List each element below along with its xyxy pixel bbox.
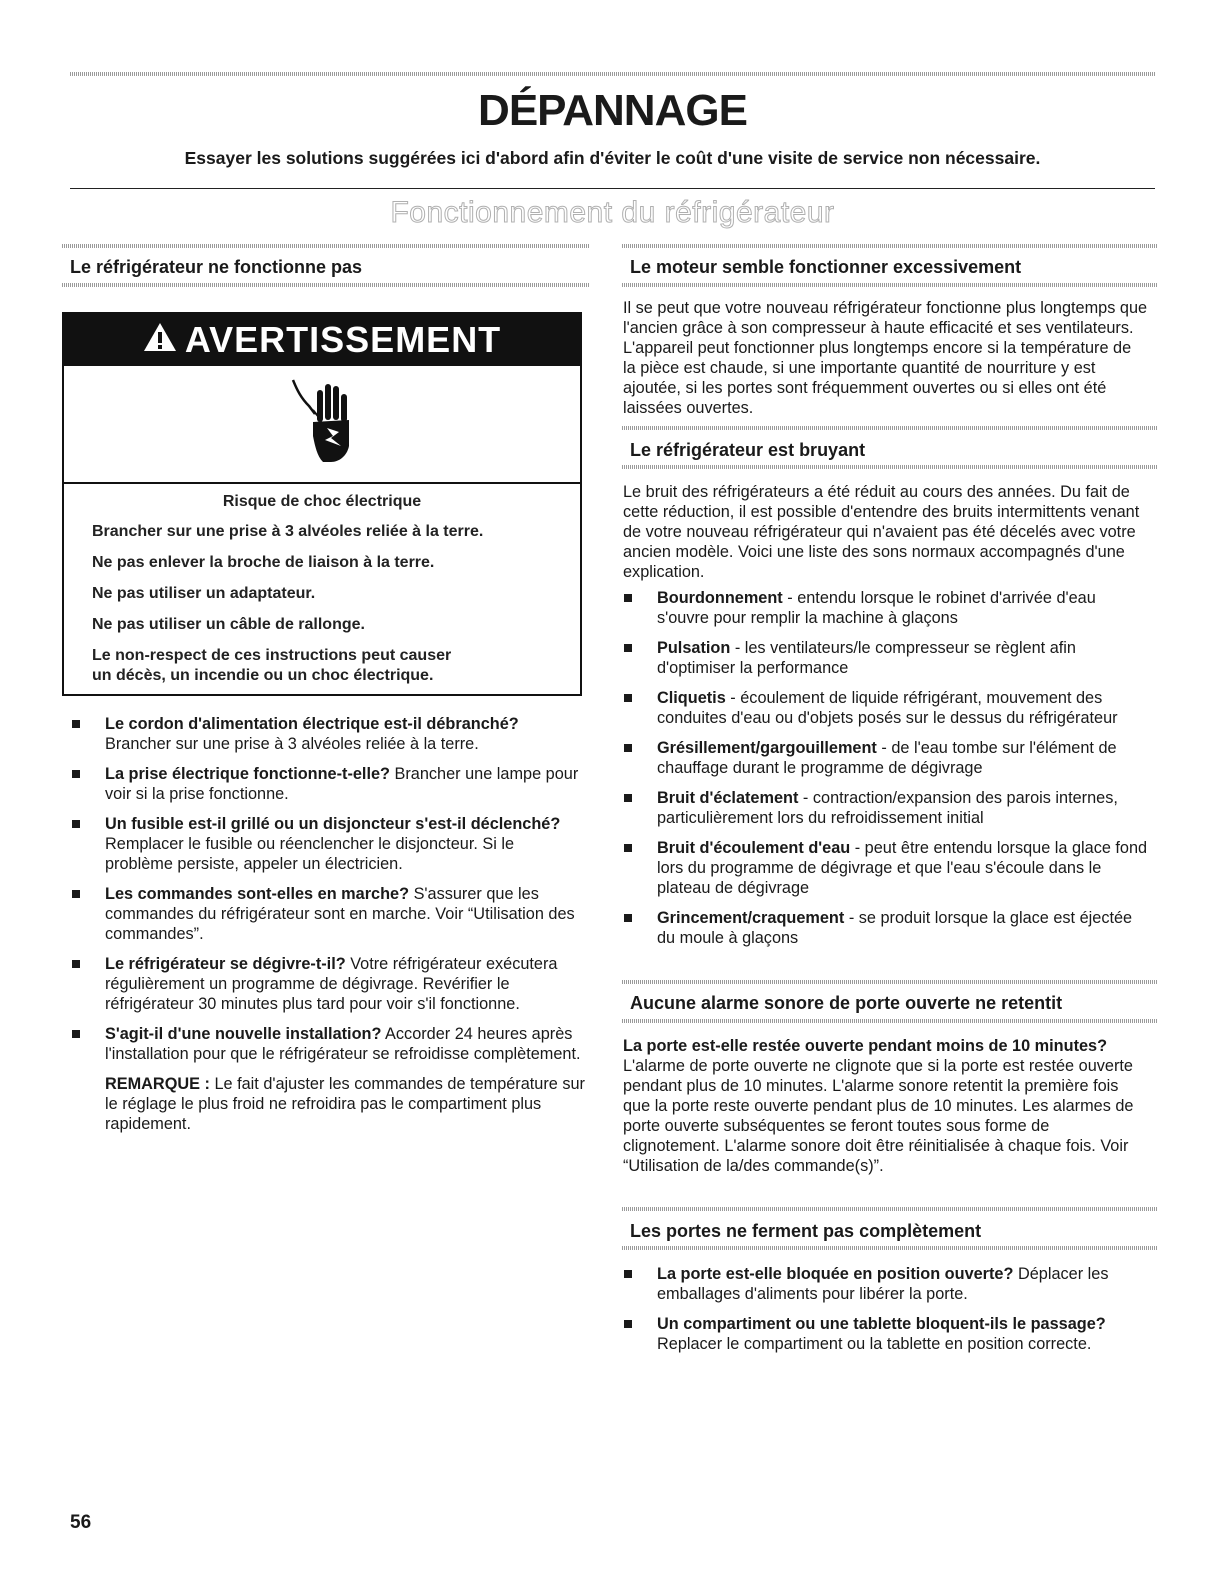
warning-line-ground: Ne pas enlever la broche de liaison à la terre. [92,554,435,571]
header-divider [70,188,1155,189]
list-item: Bourdonnement - entendu lorsque le robinet d'arrivée d'eau s'ouvre pour remplir la machine à glaçons [622,588,1150,628]
list-item: Un fusible est-il grillé ou un disjoncteur s'est-il déclenché? Remplacer le fusible ou réenclencher le disjoncteur. Si le problème persiste, appeler un électricien. [70,814,585,874]
noisy-bottom-rule [622,465,1157,469]
alarm-heading: Aucune alarme sonore de porte ouverte ne retentit [630,993,1063,1013]
list-item: La porte est-elle bloquée en position ouverte? Déplacer les emballages d'aliments pour libérer la porte. [622,1264,1150,1304]
page-number: 56 [70,1512,92,1533]
list-item: Grincement/craquement - se produit lorsque la glace est éjectée du moule à glaçons [622,908,1150,948]
list-item: Grésillement/gargouillement - de l'eau tombe sur l'élément de chauffage durant le programme de dégivrage [622,738,1150,778]
left-heading: Le réfrigérateur ne fonctionne pas [70,257,363,277]
warning-line-extension: Ne pas utiliser un câble de rallonge. [92,616,365,633]
alarm-paragraph: La porte est-elle restée ouverte pendant moins de 10 minutes? L'alarme de porte ouverte ne clignote que si la porte est restée ouverte pendant plus de 10 minutes. L'alarme sonore retentit la première fois que la porte reste ouverte pendant plus de 10 minutes. Les alarmes de porte ouverte subséquentes se feront toutes sous forme de clignotement. L'alarme sonore doit être réinitialisée à chaque fois. Voir “Utilisation de la/des commande(s)”. [623,1037,1134,1175]
section-title: Fonctionnement du réfrigérateur [390,196,835,229]
list-item: Bruit d'écoulement d'eau - peut être entendu lorsque la glace fond lors du programme de dégivrage et que l'eau s'écoule dans le plateau de dégivrage [622,838,1150,898]
warning-box [62,312,582,696]
motor-heading: Le moteur semble fonctionner excessivement [630,257,1022,277]
left-heading-top-rule [62,244,590,248]
motor-top-rule [622,244,1157,248]
list-item: Les commandes sont-elles en marche? S'assurer que les commandes du réfrigérateur sont en marche. Voir “Utilisation des commandes”. [70,884,585,944]
left-checklist [70,714,585,1134]
noisy-top-rule [622,426,1157,430]
list-item: S'agit-il d'une nouvelle installation? Accorder 24 heures après l'installation pour que le réfrigérateur se refroidisse complètement. [70,1024,585,1064]
electric-shock-hand-icon [287,376,357,473]
alarm-bottom-rule [622,1019,1157,1023]
doors-list [622,1264,1150,1364]
list-item: Un compartiment ou une tablette bloquent-ils le passage? Replacer le compartiment ou la tablette en position correcte. [622,1314,1150,1354]
list-item: La prise électrique fonctionne-t-elle? Brancher une lampe pour voir si la prise fonctionne. [70,764,585,804]
doors-top-rule [622,1207,1157,1211]
noisy-heading: Le réfrigérateur est bruyant [630,440,866,460]
list-item: Le cordon d'alimentation électrique est-il débranché? Brancher sur une prise à 3 alvéoles reliée à la terre. [70,714,585,754]
warning-triangle-icon [143,319,177,361]
warning-line-consequence-1: Le non-respect de ces instructions peut causer [92,647,452,664]
warning-line-risk: Risque de choc électrique [222,493,422,510]
alarm-top-rule [622,980,1157,984]
note-paragraph: REMARQUE : Le fait d'ajuster les commandes de température sur le réglage le plus froid ne refroidira pas le compartiment plus rapidement. [105,1075,585,1133]
page-subtitle: Essayer les solutions suggérées ici d'abord afin d'éviter le coût d'une visite de service non nécessaire. [184,148,1041,168]
left-heading-bottom-rule [62,283,590,287]
warning-line-plug: Brancher sur une prise à 3 alvéoles reliée à la terre. [92,523,484,540]
warning-title: AVERTISSEMENT [184,319,502,360]
warning-line-adapter: Ne pas utiliser un adaptateur. [92,585,316,602]
doors-heading: Les portes ne ferment pas complètement [630,1221,982,1241]
motor-bottom-rule [622,283,1157,287]
list-item: Bruit d'éclatement - contraction/expansion des parois internes, particulièrement lors du refroidissement initial [622,788,1150,828]
warning-header [64,314,580,366]
top-dotted-rule [70,72,1155,76]
list-item: Pulsation - les ventilateurs/le compresseur se règlent afin d'optimiser la performance [622,638,1150,678]
noise-list [622,588,1150,958]
page-title: DÉPANNAGE [478,86,747,135]
warning-line-consequence-2: un décès, un incendie ou un choc électrique. [92,667,434,684]
list-item: Le réfrigérateur se dégivre-t-il? Votre réfrigérateur exécutera régulièrement un programme de dégivrage. Revérifier le réfrigérateur 30 minutes plus tard pour voir s'il fonctionne. [70,954,585,1014]
noisy-paragraph: Le bruit des réfrigérateurs a été réduit au cours des années. Du fait de cette réduction, il est possible d'entendre des bruits intermittents venant de votre nouveau réfrigérateur qui n'avaient pas été décelés avec votre ancien modèle. Voici une liste des sons normaux accompagnés d'une explication. [623,483,1140,581]
motor-paragraph: Il se peut que votre nouveau réfrigérateur fonctionne plus longtemps que l'ancien grâce à son compresseur à haute efficacité et ses ventilateurs. L'appareil peut fonctionner plus longtemps encore si la température de la pièce est chaude, si une importante quantité de nourriture y est ajoutée, si les portes sont fréquemment ouvertes ou si elles ont été laissées ouvertes. [623,299,1148,417]
list-item: Cliquetis - écoulement de liquide réfrigérant, mouvement des conduites d'eau ou d'objets posés sur le dessus du réfrigérateur [622,688,1150,728]
doors-bottom-rule [622,1246,1157,1250]
